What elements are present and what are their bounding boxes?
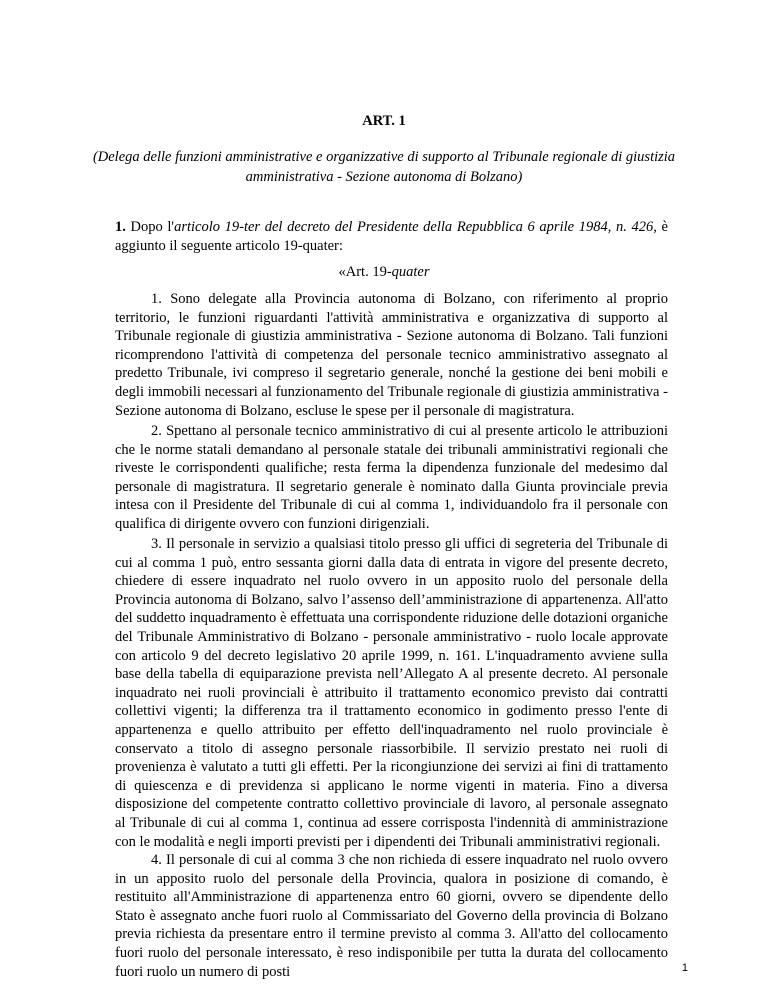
intro-text-before: Dopo l' bbox=[125, 219, 175, 235]
paragraph-comma-4: 4. Il personale di cui al comma 3 che non richieda di essere inquadrato nel ruolo ovvero in un apposito ruolo del personale della Provincia, qualora in posizione di comando, è restituito all'Amministrazione di appartenenza entro 60 giorni, ovvero se dipendente dello Stato è assegnato anche fuori ruolo al Commissariato del Governo della provincia di Bolzano previa richiesta da presentare entro il termine previsto al comma 3. All'atto del collocamento fuori ruolo del personale interessato, è reso indisponibile per tutta la durata del collocamento fuori ruolo un numero di posti bbox=[115, 852, 668, 980]
intro-number: 1. bbox=[115, 219, 126, 235]
quoted-article-title bbox=[0, 264, 768, 281]
intro-text-after: è aggiunto il seguente articolo 19-quater: bbox=[115, 219, 668, 254]
paragraph-comma-1: 1. Sono delegate alla Provincia autonoma di Bolzano, con riferimento al proprio territorio, le funzioni riguardanti l'attività amministrativa e organizzativa di supporto al Tribunale regionale di giustizia amministrativa - Sezione autonoma di Bolzano. Tali funzioni ricomprendono l'attività di competenza del personale tecnico amministrativo assegnato al predetto Tribunale, ivi compreso il segretario generale, nonché la gestione dei beni mobili e degli immobili necessari al funzionamento del Tribunale regionale di giustizia amministrativa - Sezione autonoma di Bolzano, escluse le spese per il personale di magistratura. bbox=[115, 291, 668, 419]
article-title: ART. 1 bbox=[362, 113, 406, 129]
paragraph-comma-2: 2. Spettano al personale tecnico amministrativo di cui al presente articolo le attribuzioni che le norme statali demandano al personale statale dei tribunali amministrativi regionali che riveste le corrispondenti qualifiche; resta ferma la dipendenza funzionale del medesimo dal personale di magistratura. Il segretario generale è nominato dalla Giunta provinciale previa intesa con il Presidente del Tribunale di cui al comma 1, individuandolo fra il personale con qualifica di dirigente ovvero con funzioni dirigenziali. bbox=[115, 423, 668, 532]
page-number: 1 bbox=[681, 962, 688, 974]
article-subtitle: (Delega delle funzioni amministrative e organizzative di supporto al Tribunale regionale di giustizia amministrativa - Sezione autonoma di Bolzano) bbox=[92, 149, 676, 185]
quoted-article-prefix: «Art. 19- bbox=[338, 264, 392, 280]
intro-paragraph bbox=[115, 218, 668, 255]
quoted-article-suffix: quater bbox=[391, 264, 430, 280]
intro-reference: articolo 19-ter del decreto del Presidente della Repubblica 6 aprile 1984, n. 426, bbox=[174, 219, 657, 235]
paragraph-comma-3: 3. Il personale in servizio a qualsiasi titolo presso gli uffici di segreteria del Tribunale di cui al comma 1 può, entro sessanta giorni dalla data di entrata in vigore del presente decreto, chiedere di essere inquadrato nel ruolo ovvero in un apposito ruolo del personale della Provincia autonoma di Bolzano, salvo l’assenso dell’amministrazione di appartenenza. All'atto del suddetto inquadramento è effettuata una corrispondente riduzione delle dotazioni organiche del Tribunale Amministrativo di Bolzano - personale amministrativo - ruolo locale approvate con articolo 9 del decreto legislativo 20 aprile 1999, n. 161. L'inquadramento avviene sulla base della tabella di equiparazione prevista nell’Allegato A al presente decreto. Al personale inquadrato nei ruoli provinciali è attribuito il trattamento economico previsto dai contratti collettivi vigenti; la differenza tra il trattamento economico in godimento presso l'ente di appartenenza e quello attribuito per effetto dell'inquadramento nel ruolo provinciale è conservato a titolo di assegno personale riassorbibile. Il servizio prestato nei ruoli di provenienza è valutato a tutti gli effetti. Per la ricongiunzione dei servizi ai fini di trattamento di quiescenza e di previdenza si applicano le norme vigenti in materia. Fino a diversa disposizione del competente contratto collettivo provinciale di lavoro, al personale assegnato al Tribunale di cui al comma 1, continua ad essere corrisposta l'indennità di amministrazione con le modalità e negli importi previsti per i dipendenti dei Tribunali amministrativi regionali. bbox=[115, 536, 668, 850]
